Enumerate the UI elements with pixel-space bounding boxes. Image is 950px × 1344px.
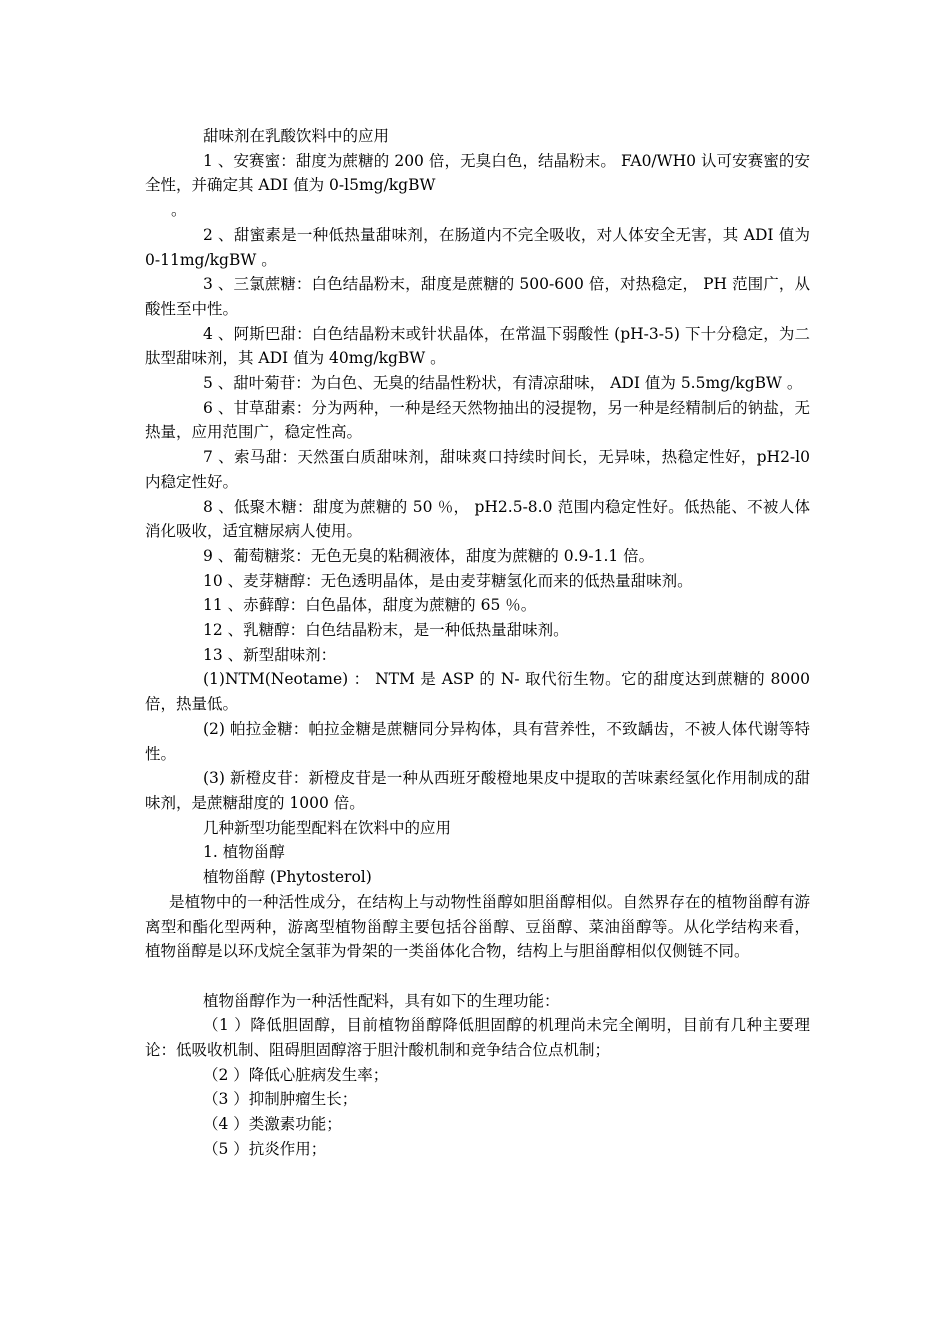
paragraph-acesulfame: 1 、安赛蜜：甜度为蔗糖的 200 倍，无臭白色，结晶粉末。 FA0/WH0 认可安赛蜜的安全性，并确定其 ADI 值为 0-l5mg/kgBW (145, 151, 810, 195)
paragraph-new-sweeteners: 13 、新型甜味剂： (203, 645, 337, 664)
paragraph-neotame: (1)NTM(Neotame) ： NTM 是 ASP 的 N- 取代衍生物。它的甜度达到蔗糖的 8000 倍，热量低。 (145, 670, 810, 714)
function-item: （2 ）降低心脏病发生率； (203, 1065, 389, 1084)
paragraph-sucralose: 3 、三氯蔗糖：白色结晶粉末，甜度是蔗糖的 500-600 倍，对热稳定， PH 范围广，从酸性至中性。 (145, 275, 810, 318)
paragraph-cyclamate: 2 、甜蜜素是一种低热量甜味剂，在肠道内不完全吸收，对人体安全无害，其 ADI 值为 0-11mg/kgBW 。 (145, 225, 810, 269)
paragraph-maltitol: 10 、麦芽糖醇：无色透明晶体，是由麦芽糖氢化而来的低热量甜味剂。 (203, 571, 693, 590)
paragraph-stevioside: 5 、甜叶菊苷：为白色、无臭的结晶性粉状，有清凉甜味， ADI 值为 5.5mg/kgBW 。 (203, 374, 803, 393)
paragraph-glycyrrhizin: 6 、甘草甜素：分为两种，一种是经天然物抽出的浸提物，另一种是经精制后的钠盐，无热量，应用范围广，稳定性高。 (145, 398, 810, 442)
section-subtitle: 1. 植物甾醇 (203, 843, 285, 862)
paragraph-neohesperidin: (3) 新橙皮苷：新橙皮苷是一种从西班牙酸橙地果皮中提取的苦味素经氢化作用制成的甜味剂，是蔗糖甜度的 1000 倍。 (145, 769, 810, 812)
document-body (145, 124, 810, 1162)
paragraph-aspartame: 4 、阿斯巴甜：白色结晶粉末或针状晶体，在常温下弱酸性 (pH-3-5) 下十分稳定，为二肽型甜味剂，其 ADI 值为 40mg/kgBW 。 (145, 324, 810, 368)
function-item: （1 ）降低胆固醇，目前植物甾醇降低胆固醇的机理尚未完全阐明，目前有几种主要理论：低吸收机制、阻碍胆固醇溶于胆汁酸机制和竞争结合位点机制； (145, 1016, 810, 1059)
paragraph-thaumatin: 7 、索马甜：天然蛋白质甜味剂，甜味爽口持续时间长，无异味，热稳定性好，pH2-l0 内稳定性好。 (145, 448, 810, 491)
function-item: （4 ）类激素功能； (203, 1115, 342, 1134)
functions-intro: 植物甾醇作为一种活性配料，具有如下的生理功能： (203, 991, 560, 1010)
function-item: （5 ）抗炎作用； (203, 1139, 327, 1158)
section-title: 几种新型功能型配料在饮料中的应用 (203, 818, 452, 837)
paragraph-erythritol: 11 、赤藓醇：白色晶体，甜度为蔗糖的 65 ％。 (203, 596, 537, 615)
phytosterol-name: 植物甾醇 (Phytosterol) (203, 868, 372, 887)
paragraph-xylooligosaccharide: 8 、低聚木糖：甜度为蔗糖的 50 ％， pH2.5-8.0 范围内稳定性好。低热能、不被人体消化吸收，适宜糖尿病人使用。 (145, 497, 810, 541)
phytosterol-description: 是植物中的一种活性成分，在结构上与动物性甾醇如胆甾醇相似。自然界存在的植物甾醇有游离型和酯化型两种，游离型植物甾醇主要包括谷甾醇、豆甾醇、菜油甾醇等。从化学结构来看，植物甾醇是以环戊烷全氢菲为骨架的一类甾体化合物，结构上与胆甾醇相似仅侧链不同。 (145, 892, 810, 961)
function-item: （3 ）抑制肿瘤生长； (203, 1090, 358, 1109)
paragraph-lactitol: 12 、乳糖醇：白色结晶粉末，是一种低热量甜味剂。 (203, 621, 569, 640)
paragraph-palatinose: (2) 帕拉金糖：帕拉金糖是蔗糖同分异构体，具有营养性，不致龋齿，不被人体代谢等特性。 (145, 719, 810, 763)
blank-line (145, 964, 810, 989)
document-title: 甜味剂在乳酸饮料中的应用 (203, 127, 390, 145)
paragraph-acesulfame-end: 。 (171, 201, 187, 220)
paragraph-glucose-syrup: 9 、葡萄糖浆：无色无臭的粘稠液体，甜度为蔗糖的 0.9-1.1 倍。 (203, 546, 655, 565)
